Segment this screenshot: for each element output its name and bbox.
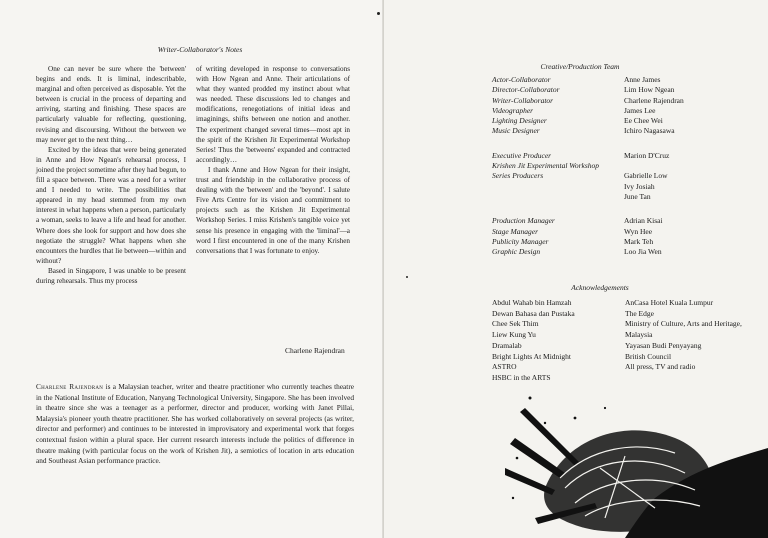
bio-text: is a Malaysian teacher, writer and theatre practitioner who currently teaches theatre in the National Institute of Education, Nanyang Technological University, Singapore. She has been involved in theatre since she was a teenager as a performer, director and producer, working with Janet Pillai, Malaysia's pioneer youth theatre practitioner. She has worked collaboratively on several projects (as writer, director and performer) and continues to be interested in improvisatory and experimental work that forges contextual fusion within a plural space. Her current research interests include the politics of difference in theatre making (with particular focus on the work of Krishen Jit), a semiotics of location in arts education and Southeast Asian performance practice.: [36, 382, 354, 466]
ack-item: Yayasan Budi Penyayang: [625, 340, 702, 350]
ack-item: British Council: [625, 351, 672, 361]
paragraph: Based in Singapore, I was unable to be present during rehearsals. Thus my process: [36, 266, 186, 285]
signature: Charlene Rajendran: [285, 346, 345, 355]
ack-item: Chee Sek Thim: [492, 319, 539, 329]
print-speck: [406, 276, 408, 278]
ack-item: Dewan Bahasa dan Pustaka: [492, 308, 575, 318]
credit-row: [492, 237, 762, 247]
ack-item: Liew Kung Yu: [492, 330, 536, 340]
credit-role: Videographer: [492, 105, 534, 115]
ack-item: The Edge: [625, 308, 654, 318]
ack-item: Dramalab: [492, 340, 522, 350]
author-bio: [36, 382, 354, 467]
credit-row: [492, 171, 762, 181]
credit-role: Krishen Jit Experimental Workshop: [492, 161, 600, 171]
credit-name: Wyn Hee: [624, 226, 653, 236]
credit-role: Executive Producer: [492, 150, 552, 160]
credit-role: Director-Collaborator: [492, 85, 560, 95]
credit-row: [492, 192, 762, 202]
ack-item: ASTRO: [492, 362, 517, 372]
credit-row: [492, 126, 762, 136]
notes-column-1: [36, 64, 186, 286]
credit-name: James Lee: [624, 105, 656, 115]
credit-row: [492, 247, 762, 257]
credit-row: [492, 85, 762, 95]
credit-role: Music Designer: [492, 126, 540, 136]
credit-row: [492, 75, 762, 85]
paragraph: Excited by the ideas that were being generated in Anne and How Ngean's rehearsal process, I joined the project sometime after they had begun, to fill a space between. There was a need for a writer and I needed to write. The possibilities that appeared in my head stemmed from my own interest in what happens when a person, particularly a woman, seeks to leave a life and head for another. Where does she look for support and how does she negotiate the struggle? What happens when she encounters the hurdles that lie between—within and without?: [36, 145, 186, 265]
credit-name: Mark Teh: [624, 236, 654, 246]
acknowledgements-title: Acknowledgements: [571, 283, 629, 292]
print-speck: [377, 12, 380, 15]
credit-role: Writer-Collaborator: [492, 95, 554, 105]
acknowledgements-right: [625, 298, 742, 373]
credit-role: Lighting Designer: [492, 116, 547, 126]
credit-row: [492, 96, 762, 106]
credit-row: [492, 116, 762, 126]
ack-item: Bright Lights At Midnight: [492, 351, 571, 361]
ack-item: Ministry of Culture, Arts and Heritage,: [625, 319, 742, 329]
credit-row: [492, 106, 762, 116]
ack-item: Abdul Wahab bin Hamzah: [492, 298, 572, 307]
bio-name: Charlene Rajendran: [36, 382, 104, 391]
credit-name: June Tan: [624, 191, 651, 201]
credit-role: Production Manager: [492, 216, 555, 226]
credit-name: Ivy Josiah: [624, 181, 655, 191]
credit-name: Charlene Rajendran: [624, 95, 684, 105]
credit-name: Ee Chee Wei: [624, 116, 663, 126]
nest-illustration: [505, 378, 768, 538]
ack-item: Malaysia: [625, 330, 653, 340]
credit-name: Lim How Ngean: [624, 85, 675, 95]
notes-column-2: [196, 64, 350, 256]
ack-item: AnCasa Hotel Kuala Lumpur: [625, 298, 714, 307]
credit-name: Ichiro Nagasawa: [624, 126, 675, 136]
credit-name: Loo Jia Wen: [624, 247, 662, 257]
credit-role: Actor-Collaborator: [492, 75, 551, 84]
paragraph: One can never be sure where the 'between' begins and ends. It is liminal, indescribable, marginal and often perceived as disposable. Yet the between is crucial in the process of departing and arriving, starting and finishing. These spaces are particularly valuable for reflecting, questioning, revising and discoursing. Without the between we may never get to the next thing…: [36, 65, 186, 144]
credit-name: Adrian Kisai: [624, 216, 663, 226]
credit-row: [492, 161, 762, 171]
credit-row: [492, 182, 762, 192]
credit-name: Marion D'Cruz: [624, 150, 670, 160]
credit-role: Stage Manager: [492, 226, 539, 236]
credit-row: [492, 151, 762, 161]
credit-row: [492, 227, 762, 237]
credit-role: Graphic Design: [492, 247, 541, 257]
credit-name: Anne James: [624, 75, 661, 84]
ack-item: All press, TV and radio: [625, 362, 696, 372]
ack-item: HSBC in the ARTS: [492, 372, 551, 382]
credit-name: Gabrielle Low: [624, 171, 668, 181]
acknowledgements-left: [492, 298, 575, 384]
credits-list: [492, 75, 762, 257]
paragraph: of writing developed in response to conversations with How Ngean and Anne. Their articulations of what they wanted prodded my instinct about what was needed. These discussions led to changes and modifications, renegotiations of initial ideas and imaginings, shifts between one notion and another. The experiment changed several times—most apt in the spirit of the Krishen Jit Experimental Workshop Series! Thus the 'betweens' expanded and contracted accordingly…: [196, 65, 350, 164]
credit-role: Publicity Manager: [492, 236, 549, 246]
team-title: Creative/Production Team: [540, 62, 620, 71]
paragraph: I thank Anne and How Ngean for their insight, trust and friendship in the collaborative process of dealing with the 'between' and the 'beyond'. I salute Five Arts Centre for its vision and commitment to projects such as the Krishen Jit Experimental Workshop Series. I miss Krishen's tangible voice yet sense his presence in engaging with the 'liminal'—a word I first encountered in one of the many Krishen conversations that I was fortunate to enjoy.: [196, 165, 350, 255]
notes-title: Writer-Collaborator's Notes: [157, 45, 243, 54]
credit-role: Series Producers: [492, 171, 544, 181]
credit-row: [492, 216, 762, 226]
